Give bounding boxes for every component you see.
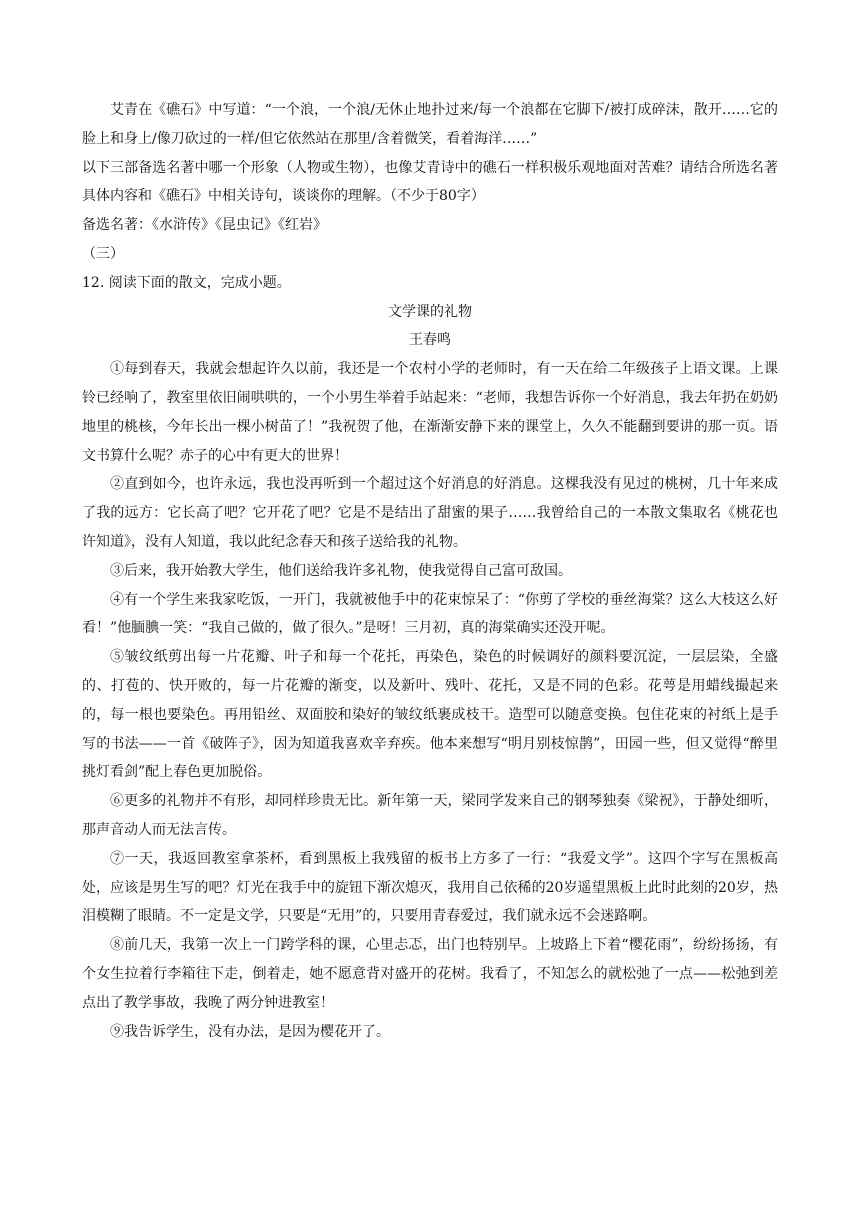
section-label: （三）: [82, 245, 124, 262]
question-12-heading: 12. 阅读下面的散文，完成小题。: [82, 274, 291, 291]
article-title: 文学课的礼物: [388, 303, 472, 320]
article-paragraph-7: ⑦一天，我返回教室拿茶杯，看到黑板上我残留的板书上方多了一行：“我爱文学”。这四个字写在黑板高处，应该是男生写的吧？灯光在我手中的旋钮下渐次熄灭，我用自己依稀的20岁遥望黑板上此时此刻的20岁，热泪模糊了眼睛。不一定是文学，只要是“无用”的，只要用青春爱过，我们就永远不会迷路啊。: [82, 850, 778, 925]
article-paragraph-3: ③后来，我开始教大学生，他们送给我许多礼物，使我觉得自己富可敌国。: [110, 562, 572, 579]
poem-quote: 艾青在《礁石》中写道：“一个浪，一个浪/无休止地扑过来/每一个浪都在它脚下/被打成碎沫，散开……它的脸上和身上/像刀砍过的一样/但它依然站在那里/含着微笑，看着海洋……”: [82, 102, 778, 147]
article-paragraph-9: ⑨我告诉学生，没有办法，是因为樱花开了。: [110, 1023, 390, 1040]
article-paragraph-8: ⑧前几天，我第一次上一门跨学科的课，心里忐忑，出门也特别早。上坡路上下着“樱花雨”，纷纷扬扬，有个女生拉着行李箱往下走，倒着走，她不愿意背对盛开的花树。我看了，不知怎么的就松弛了一点——松弛到差点出了教学事故，我晚了两分钟进教室！: [82, 937, 778, 1011]
document-page: [82, 96, 778, 1046]
article-author: 王春鸣: [409, 332, 451, 349]
article-paragraph-4: ④有一个学生来我家吃饭，一开门，我就被他手中的花束惊呆了：“你剪了学校的垂丝海棠？这么大枝这么好看！”他腼腆一笑：“我自己做的，做了很久。”是呀！三月初，真的海棠确实还没开呢。: [82, 591, 778, 637]
question-text: 以下三部备选名著中哪一个形象（人物或生物），也像艾青诗中的礁石一样积极乐观地面对苦难？请结合所选名著具体内容和《礁石》中相关诗句，谈谈你的理解。（不少于80字）: [82, 159, 778, 205]
article-paragraph-6: ⑥更多的礼物并不有形，却同样珍贵无比。新年第一天，梁同学发来自己的钢琴独奏《梁祝》，于静处细听，那声音动人而无法言传。: [82, 793, 778, 838]
article-paragraph-5: ⑤皱纹纸剪出每一片花瓣、叶子和每一个花托，再染色，染色的时候调好的颜料要沉淀，一层层染，全盛的、打苞的、快开败的，每一片花瓣的渐变，以及新叶、残叶、花托，又是不同的色彩。花萼是用蜡线撮起来的，每一根也要染色。再用铅丝、双面胶和染好的皱纹纸裹成枝干。造型可以随意变换。包住花束的衬纸上是手写的书法——一首《破阵子》，因为知道我喜欢辛弃疾。他本来想写“明月别枝惊鹊”，田园一些，但又觉得“醉里挑灯看剑”配上春色更加脱俗。: [82, 649, 778, 781]
book-options: 备选名著：《水浒传》《昆虫记》《红岩》: [82, 217, 327, 234]
article-paragraph-2: ②直到如今，也许永远，我也没再听到一个超过这个好消息的好消息。这棵我没有见过的桃树，几十年来成了我的远方：它长高了吧？它开花了吧？它是不是结出了甜蜜的果子……我曾给自己的一本散文集取名《桃花也许知道》，没有人知道，我以此纪念春天和孩子送给我的礼物。: [82, 476, 778, 550]
article-paragraph-1: ①每到春天，我就会想起许久以前，我还是一个农村小学的老师时，有一天在给二年级孩子上语文课。上课铃已经响了，教室里依旧闹哄哄的，一个小男生举着手站起来：“老师，我想告诉你一个好消息，我去年扔在奶奶地里的桃核，今年长出一棵小树苗了！”我祝贺了他，在渐渐安静下来的课堂上，久久不能翻到要讲的那一页。语文书算什么呢？赤子的心中有更大的世界！: [82, 361, 778, 464]
